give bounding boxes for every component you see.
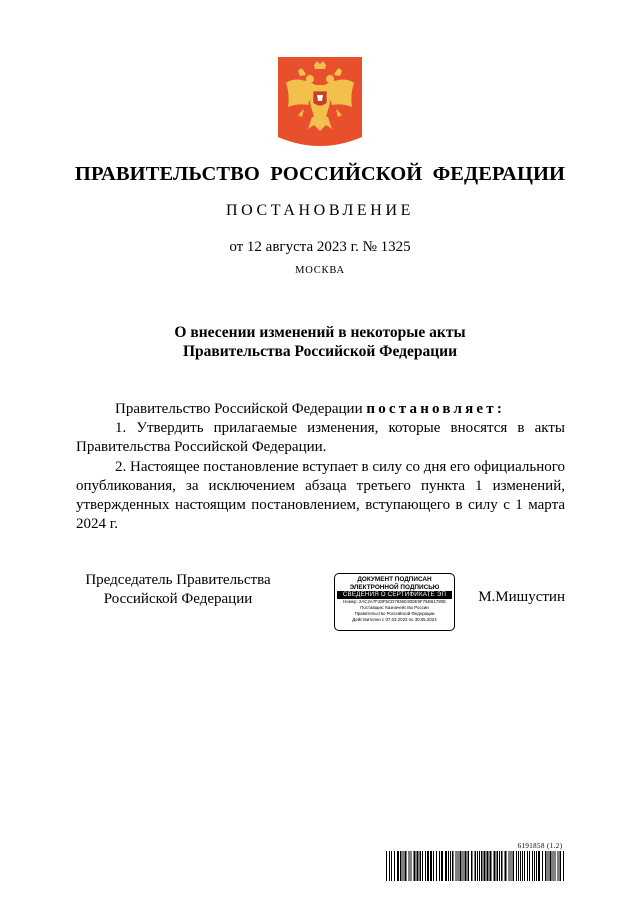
stamp-certificate-bar: СВЕДЕНИЯ О СЕРТИФИКАТЕ ЭП: [337, 591, 452, 598]
signer-position-line-1: Председатель Правительства: [85, 572, 271, 588]
coat-of-arms-emblem: [278, 57, 362, 147]
stamp-line-1: ДОКУМЕНТ ПОДПИСАН: [357, 576, 432, 583]
signer-position-line-2: Российской Федерации: [103, 591, 253, 607]
electronic-signature-stamp: [334, 573, 455, 631]
preamble-text: Правительство Российской Федерации: [115, 401, 363, 417]
document-date-number: от 12 августа 2023 г. № 1325: [229, 239, 411, 255]
subject-line-1: О внесении изменений в некоторые акты: [174, 324, 466, 341]
document-type: ПОСТАНОВЛЕНИЕ: [226, 202, 414, 219]
stamp-line-2: ЭЛЕКТРОННОЙ ПОДПИСЬЮ: [349, 583, 440, 591]
coat-of-arms-icon: [278, 57, 362, 147]
item-2: 2. Настоящее постановление вступает в силу со дня его официального опубликования, за исключением абзаца третьего пункта 1 изменений, утвержденных настоящим постановлением, вступающего в силу с 1 марта 2024 г.: [76, 458, 565, 533]
signer-name: М.Мишустин: [478, 589, 565, 605]
stamp-issuer-1: Поставщик: Казначейство России: [360, 604, 429, 610]
stamp-cert-number: Номер: 2AC2A7F28F5CD7936040DE9F76EB1780E: [342, 598, 447, 604]
signer-position: [78, 571, 278, 609]
document-subject: [0, 323, 640, 361]
barcode-icon: [386, 851, 566, 881]
document-body: [76, 400, 565, 534]
preamble-paragraph: [76, 400, 565, 419]
subject-line-2: Правительства Российской Федерации: [182, 343, 458, 360]
stamp-issuer-2: Правительство Российской Федерации: [354, 611, 435, 616]
stamp-validity: Действителен с 07.03.2023 по 30.05.2024: [352, 617, 437, 623]
barcode-number: 6191858 (1.2): [517, 842, 563, 850]
government-title: ПРАВИТЕЛЬСТВО РОССИЙСКОЙ ФЕДЕРАЦИИ: [74, 163, 566, 185]
document-city: МОСКВА: [295, 265, 345, 276]
decrees-word: постановляет:: [366, 401, 506, 417]
item-1: 1. Утвердить прилагаемые изменения, которые вносятся в акты Правительства Российской Федерации.: [76, 420, 565, 456]
